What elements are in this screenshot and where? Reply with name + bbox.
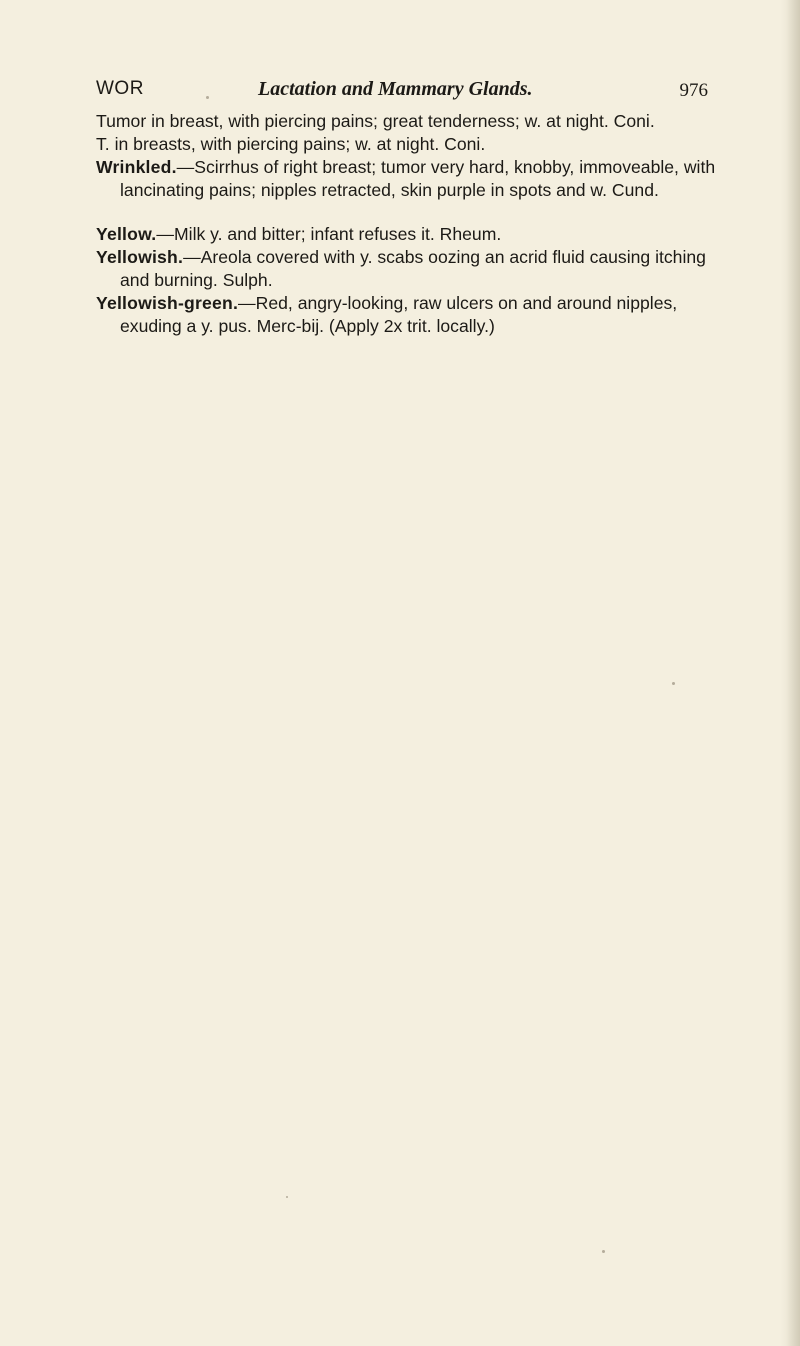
entry-text: Tumor in breast, with piercing pains; great tenderness; w. at night. Coni. — [96, 111, 655, 131]
page-edge-shadow — [786, 0, 800, 1346]
entry-t-breasts — [96, 133, 726, 156]
entry-text: —Red, angry-looking, raw ulcers on and around nipples, exuding a y. pus. Merc-bij. (Apply 2x trit. locally.) — [120, 293, 678, 336]
entry-text: T. in breasts, with piercing pains; w. at night. Coni. — [96, 134, 486, 154]
entry-term: Yellowish-green. — [96, 293, 239, 313]
entry-text: —Milk y. and bitter; infant refuses it. Rheum. — [156, 224, 502, 244]
entry-wrinkled — [96, 156, 726, 202]
paper-speck — [672, 682, 675, 685]
header-title: Lactation and Mammary Glands. — [258, 78, 533, 100]
entry-yellowish-green — [96, 292, 726, 338]
entry-term: Yellowish. — [96, 247, 184, 267]
entry-yellowish — [96, 246, 726, 292]
paper-speck — [206, 96, 209, 99]
entry-tumor-breast — [96, 110, 726, 133]
paper-speck — [602, 1250, 605, 1253]
page-number: 976 — [679, 80, 708, 101]
entry-text: —Areola covered with y. scabs oozing an acrid fluid causing itching and burning. Sulph. — [120, 247, 706, 290]
paper-speck — [286, 1196, 288, 1198]
entries-list — [96, 110, 726, 338]
entry-yellow — [96, 223, 726, 246]
entry-term: Yellow. — [96, 224, 157, 244]
entry-text: —Scirrhus of right breast; tumor very hard, knobby, immoveable, with lancinating pains; nipples retracted, skin purple in spots and w. Cund. — [120, 157, 716, 200]
header-keyword: WOR — [96, 78, 144, 99]
running-header — [96, 78, 716, 108]
entry-term: Wrinkled. — [96, 157, 177, 177]
